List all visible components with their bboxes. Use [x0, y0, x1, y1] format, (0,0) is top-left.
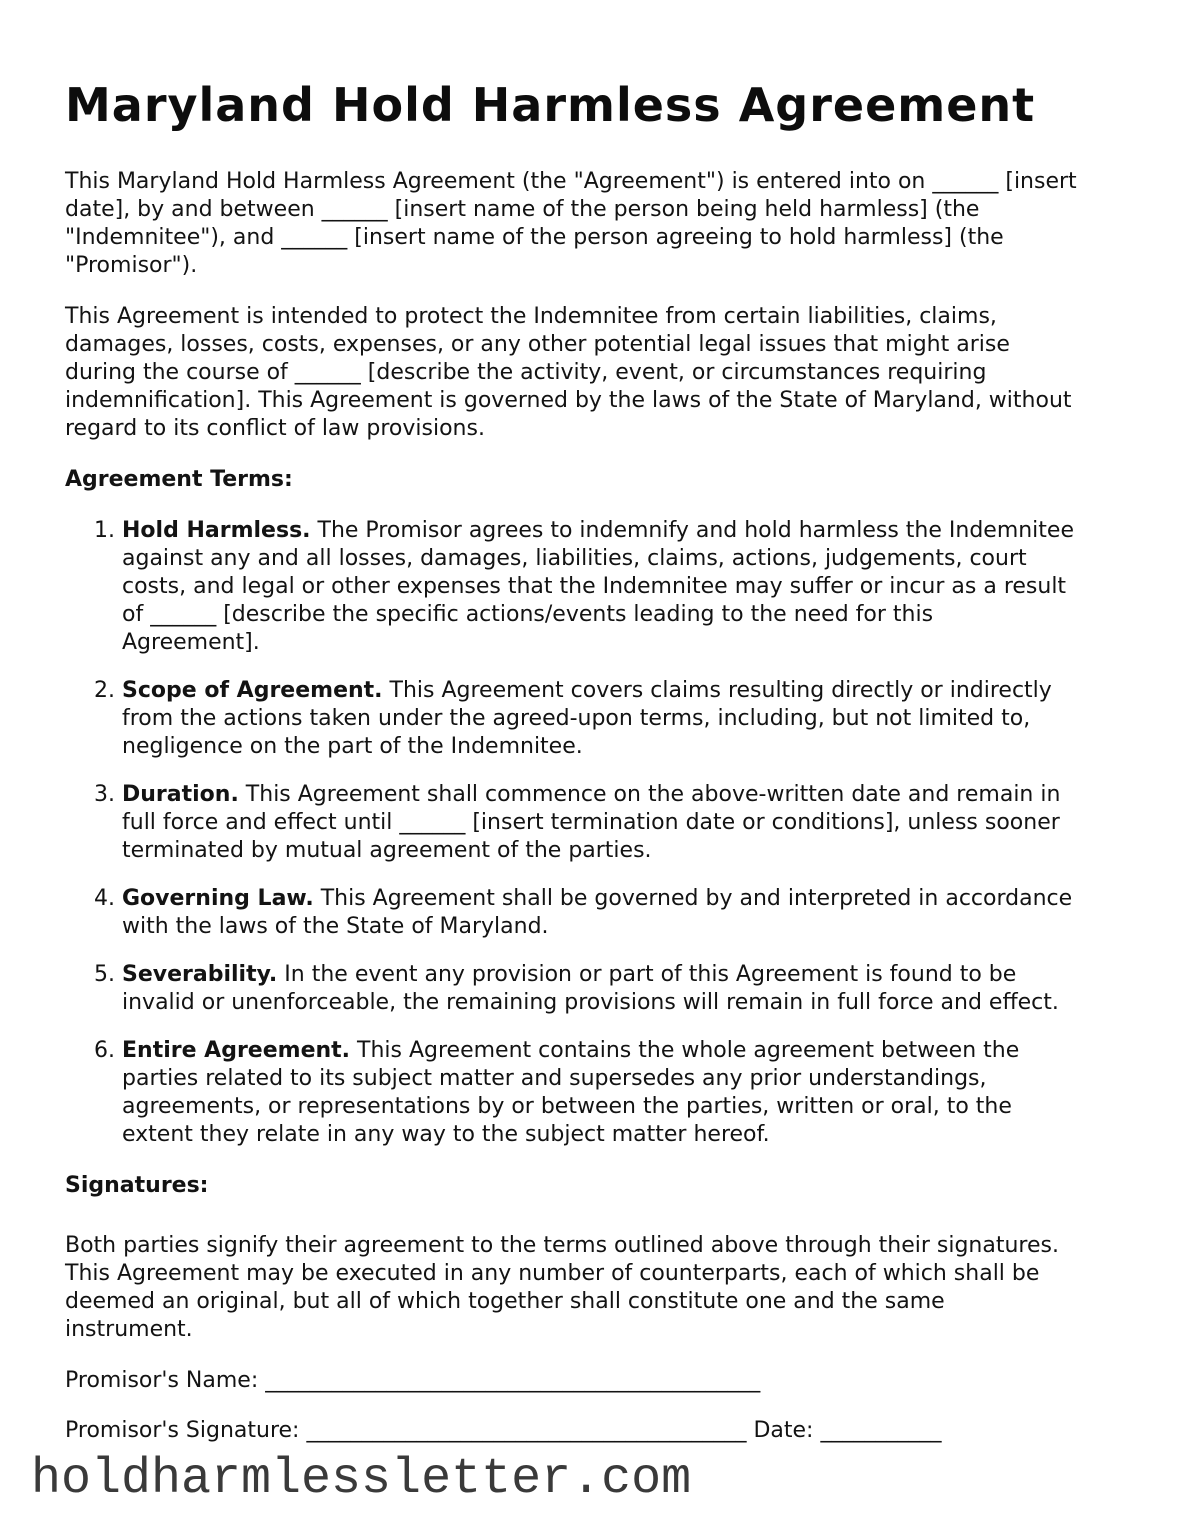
signatures-heading: Signatures: — [65, 1173, 209, 1198]
promisor-name-label: Promisor's Name: — [65, 1368, 266, 1393]
term-label: Governing Law. — [122, 886, 314, 911]
term-item-scope-of-agreement — [122, 677, 1077, 761]
term-text: This Agreement shall be governed by and interpreted in accordance with the laws of the State of Maryland. — [122, 886, 1073, 939]
term-label: Entire Agreement. — [122, 1038, 351, 1063]
term-label: Severability. — [122, 962, 278, 987]
term-text: This Agreement contains the whole agreement between the parties related to its subject matter and supersedes any prior understandings, agreements, or representations by or between the parties, written or oral, to the extent they relate in any way to the subject matter hereof. — [122, 1038, 1020, 1147]
term-item-hold-harmless — [122, 517, 1077, 657]
date-blank-line: ___________ — [820, 1418, 942, 1443]
date-label: Date: — [746, 1418, 821, 1443]
signatures-intro-paragraph: Both parties signify their agreement to the terms outlined above through their signatures. This Agreement may be executed in any number of counterparts, each of which shall be deemed an original, but all of which together shall constitute one and the same instrument. — [65, 1233, 1059, 1342]
intro-paragraph-2: This Agreement is intended to protect the Indemnitee from certain liabilities, claims, damages, losses, costs, expenses, or any other potential legal issues that might arise during the course of ______ [describe the activity, event, or circumstances requiring indemnification]. This Agreement is governed by the laws of the State of Maryland, without regard to its conflict of law provisions. — [65, 304, 1072, 441]
promisor-signature-label: Promisor's Signature: — [65, 1418, 307, 1443]
term-label: Duration. — [122, 782, 239, 807]
term-text: In the event any provision or part of this Agreement is found to be invalid or unenforceable, the remaining provisions will remain in full force and effect. — [122, 962, 1059, 1015]
watermark-url: holdharmlessletter.com — [31, 1451, 692, 1508]
promisor-name-blank-line: _____________________________________________ — [265, 1368, 761, 1393]
term-label: Hold Harmless. — [122, 518, 311, 543]
term-item-governing-law — [122, 885, 1077, 941]
promisor-signature-row — [65, 1417, 1077, 1445]
term-text: The Promisor agrees to indemnify and hold harmless the Indemnitee against any and all losses, damages, liabilities, claims, actions, judgements, court costs, and legal or other expenses that the Indemnitee may suffer or incur as a result of ______ [describe the specific actions/events leading to the need for this Agreement]. — [122, 518, 1074, 655]
term-item-entire-agreement — [122, 1037, 1077, 1149]
term-text: This Agreement shall commence on the above-written date and remain in full force and effect until ______ [insert termination date or conditions], unless sooner terminated by mutual agreement of the parties. — [122, 782, 1061, 863]
term-label: Scope of Agreement. — [122, 678, 383, 703]
agreement-terms-heading: Agreement Terms: — [65, 467, 293, 492]
term-item-severability — [122, 961, 1077, 1017]
terms-list — [65, 517, 1077, 1149]
term-item-duration — [122, 781, 1077, 865]
term-text: This Agreement covers claims resulting directly or indirectly from the actions taken under the agreed-upon terms, including, but not limited to, negligence on the part of the Indemnitee. — [122, 678, 1052, 759]
promisor-signature-blank-line: ________________________________________ — [306, 1418, 747, 1443]
intro-paragraph-1: This Maryland Hold Harmless Agreement (the "Agreement") is entered into on ______ [insert date], by and between ______ [insert name of the person being held harmless] (the "Indemnitee"), and ______ [insert name of the person agreeing to hold harmless] (the "Promisor"). — [65, 169, 1077, 278]
promisor-name-row — [65, 1367, 1077, 1395]
page-title: Maryland Hold Harmless Agreement — [65, 78, 1036, 132]
